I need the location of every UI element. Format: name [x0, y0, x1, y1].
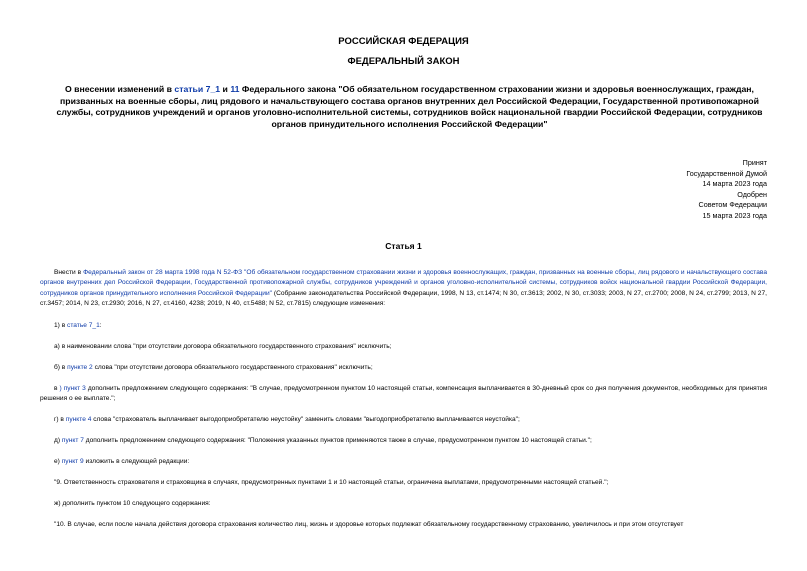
pe-text-post: изложить в следующей редакции:	[83, 458, 190, 465]
heading-link-article-7-1[interactable]: статьи 7_1	[174, 84, 221, 94]
paragraph-d	[40, 436, 767, 446]
pg-text-pre: г) в	[54, 416, 66, 423]
country-title: РОССИЙСКАЯ ФЕДЕРАЦИЯ	[338, 36, 469, 47]
paragraph-point-9-text	[40, 478, 767, 488]
paragraph-a	[40, 342, 767, 352]
adopted-body: Государственной Думой	[686, 168, 767, 178]
pd-text-post: дополнить предложением следующего содержания: "Положения указанных пунктов применяются также в случае, предусмотренном пунктом 10 настоящей статьи.";	[83, 437, 592, 444]
pzh-text: ж) дополнить пунктом 10 следующего содержания:	[54, 500, 211, 507]
paragraph-b	[40, 363, 767, 373]
paragraph-zh	[40, 499, 767, 509]
article-title: Статья 1	[385, 241, 422, 251]
heading-text-post: Федерального закона "Об обязательном государственном страховании жизни и здоровья военнослужащих, граждан, призванных на военные сборы, лиц рядового и начальствующего состава органов внутренних дел Российской Федерации, Государственной противопожарной службы, сотрудников учреждений и органов уголовно-исполнительной системы, сотрудников войск национальной гвардии Российской Федерации, сотрудников органов принудительного исполнения Российской Федерации"	[56, 84, 763, 129]
pe-text-pre: е)	[54, 458, 62, 465]
link-point-4[interactable]: пункте 4	[65, 416, 92, 423]
p9-text: "9. Ответственность страхователя и страховщика в случаях, предусмотренных пунктами 1 и 10 настоящей статьи, ограничена выплатами, предусмотренными настоящей статьей.";	[54, 479, 609, 486]
link-point-9[interactable]: пункт 9	[61, 458, 84, 465]
pv-text-pre: в	[54, 385, 60, 392]
link-point-3[interactable]: ) пункт 3	[59, 385, 86, 392]
pb-text-pre: б) в	[54, 364, 68, 371]
pv-text-post: дополнить предложением следующего содержания: "В случае, предусмотренном пунктом 10 настоящей статьи, компенсация выплачивается в 30-дневный срок со дня получения документов, необходимых для принятия решения о ее выплате.";	[40, 385, 768, 403]
paragraph-1	[40, 321, 767, 331]
law-type-title: ФЕДЕРАЛЬНЫЙ ЗАКОН	[347, 56, 460, 67]
approved-label: Одобрен	[737, 189, 767, 199]
link-point-2[interactable]: пункте 2	[67, 364, 93, 371]
p10-text: "10. В случае, если после начала действия договора страхования количество лиц, жизнь и здоровье которых подлежат обязательному государственному страхованию, увеличилось и при этом отсутствует	[54, 521, 684, 528]
heading-text-pre: О внесении изменений в	[65, 84, 175, 94]
link-article-7-1[interactable]: статье 7_1	[67, 322, 100, 329]
intro-text-post: (Собрание законодательства Российской Федерации, 1998, N 13, ст.1474; N 30, ст.3613; 2002, N 30, ст.3033; 2003, N 27, ст.2700; 2008, N 24, ст.2799; 2013, N 27, ст.3457; 2014, N 23, ст.2930; 2016, N 27, ст.4160, 4238; 2019, N 40, ст.5488; N 52, ст.7815) следующие изменения:	[40, 289, 767, 308]
pd-text-pre: д)	[54, 437, 62, 444]
pg-text-post: слова "страхователь выплачивает выгодоприобретателю неустойку" заменить словами "выгодоприобретателю выплачивается неустойка";	[91, 416, 520, 423]
p1-text-post: :	[99, 322, 102, 329]
paragraph-intro	[40, 268, 767, 310]
link-federal-law-52fz[interactable]: Федеральный закон от 28 марта 1998 года N 52-ФЗ "Об обязательном государственном страховании жизни и здоровья военнослужащих, граждан, призванных на военные сборы, лиц рядового и начальствующего состава органов внутренних дел Российской Федерации, Государственной противопожарной службы, сотрудников учреждений и органов уголовно-исполнительной системы, сотрудников войск национальной гвардии Российской Федерации, сотрудников органов принудительного исполнения Российской Федерации"	[40, 269, 767, 297]
adopted-date: 14 марта 2023 года	[702, 179, 767, 189]
approved-body: Советом Федерации	[698, 200, 767, 210]
paragraph-v	[40, 384, 767, 405]
adopted-label: Принят	[742, 158, 767, 167]
intro-text-pre: Внести в	[54, 269, 84, 276]
paragraph-e	[40, 457, 767, 467]
law-heading	[52, 84, 767, 130]
heading-link-article-11[interactable]: 11	[230, 84, 240, 94]
adoption-info	[686, 158, 767, 222]
link-point-7[interactable]: пункт 7	[61, 437, 84, 444]
paragraph-g	[40, 415, 767, 425]
paragraph-point-10-text	[40, 520, 767, 530]
p1-text-pre: 1) в	[54, 322, 68, 329]
pb-text-post: слова "при отсутствии договора обязательного государственного страхования" исключить;	[92, 364, 373, 371]
heading-text-mid: и	[220, 84, 231, 94]
pa-text: а) в наименовании слова "при отсутствии договора обязательного государственного страхования" исключить;	[54, 343, 392, 350]
approved-date: 15 марта 2023 года	[702, 210, 767, 220]
